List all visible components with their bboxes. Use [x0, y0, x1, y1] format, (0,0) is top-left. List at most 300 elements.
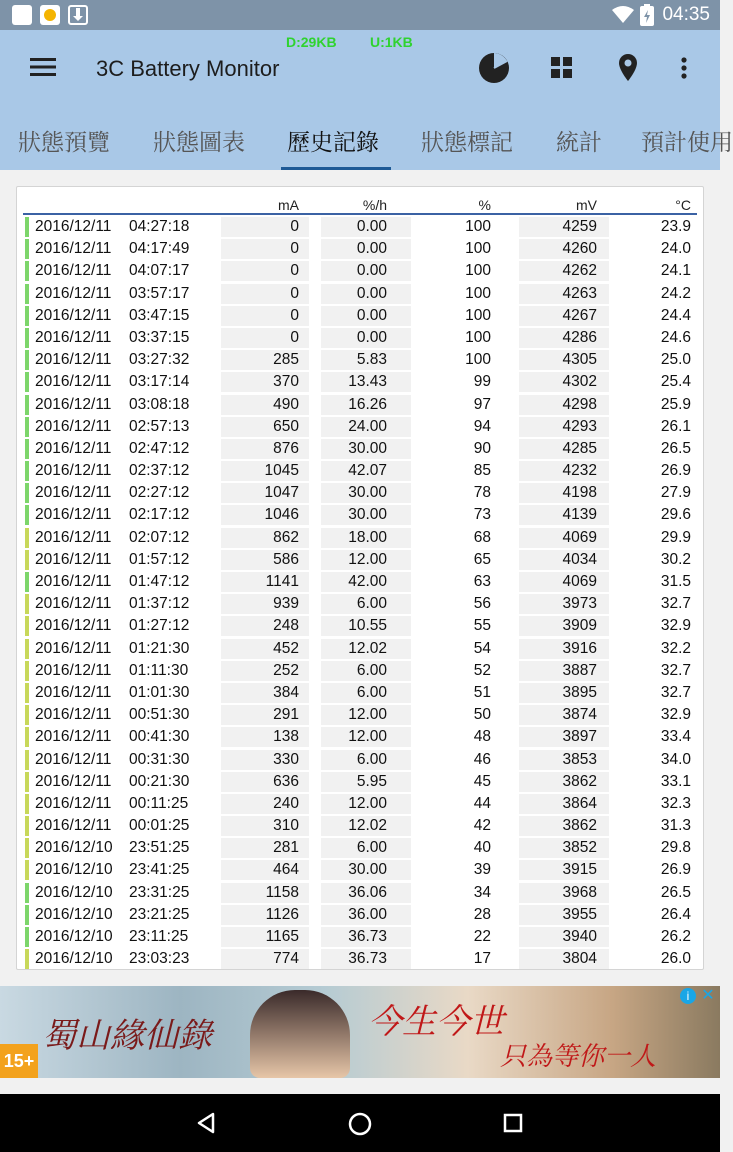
cell-date: 2016/12/11 — [35, 506, 112, 524]
grid-icon — [551, 57, 573, 79]
cell-pct: 17 — [473, 950, 491, 968]
cell-pct: 65 — [473, 550, 491, 568]
row-status-bar — [25, 328, 29, 348]
row-status-bar — [25, 239, 29, 259]
cell-mv: 4262 — [562, 262, 597, 280]
cell-pct-h: 0.00 — [356, 284, 387, 302]
cell-pct-h: 30.00 — [348, 506, 387, 524]
cell-mv: 3897 — [562, 728, 597, 746]
cell-pct: 28 — [473, 905, 491, 923]
cell-temp: 26.9 — [660, 861, 691, 879]
cell-date: 2016/12/11 — [35, 218, 112, 235]
chart-button[interactable] — [474, 50, 514, 86]
hamburger-icon — [30, 57, 56, 77]
cell-temp: 24.0 — [660, 240, 691, 258]
row-status-bar — [25, 306, 29, 326]
cell-temp: 26.9 — [660, 462, 691, 480]
cell-temp: 24.1 — [660, 262, 691, 280]
cell-mv: 3862 — [562, 772, 597, 790]
cell-ma: 1047 — [264, 484, 299, 502]
cell-ma: 1165 — [265, 928, 299, 945]
upload-rate: U:1KB — [370, 34, 413, 50]
cell-temp: 32.7 — [660, 595, 691, 613]
cell-mv: 3968 — [562, 883, 597, 901]
cell-date: 2016/12/11 — [35, 373, 112, 391]
status-bar — [0, 0, 720, 30]
table-row — [23, 660, 697, 682]
cell-temp: 26.4 — [660, 905, 691, 923]
cell-pct: 68 — [473, 528, 491, 546]
ad-banner[interactable] — [0, 986, 720, 1078]
cell-ma: 876 — [273, 439, 299, 457]
cell-mv: 4298 — [562, 395, 597, 413]
row-status-bar — [25, 661, 29, 681]
wifi-icon — [612, 6, 634, 24]
table-row — [23, 771, 697, 793]
cell-pct: 63 — [473, 573, 491, 590]
cell-time: 02:07:12 — [129, 528, 190, 546]
cell-pct-h: 13.43 — [348, 373, 387, 391]
cell-mv: 3804 — [562, 950, 597, 968]
row-status-bar — [25, 949, 29, 969]
row-status-bar — [25, 461, 29, 481]
cell-date: 2016/12/11 — [35, 639, 112, 657]
table-row — [23, 882, 697, 904]
cell-mv: 4139 — [562, 506, 597, 524]
cell-mv: 4285 — [562, 439, 597, 457]
cell-pct-h: 24.00 — [348, 417, 387, 435]
cell-date: 2016/12/11 — [35, 417, 112, 435]
cell-temp: 34.0 — [660, 750, 691, 768]
app-bar — [0, 30, 733, 170]
cell-time: 01:47:12 — [129, 573, 190, 590]
table-row — [23, 793, 697, 815]
cell-pct-h: 36.00 — [348, 905, 387, 923]
cell-date: 2016/12/11 — [35, 484, 112, 502]
cell-ma: 586 — [273, 550, 299, 568]
cell-time: 01:27:12 — [129, 617, 190, 635]
cell-time: 03:37:15 — [129, 328, 190, 346]
row-status-bar — [25, 883, 29, 903]
cell-time: 01:01:30 — [129, 683, 190, 701]
cell-pct-h: 5.95 — [356, 772, 387, 790]
cell-temp: 29.9 — [660, 528, 691, 546]
app-title: 3C Battery Monitor — [96, 56, 280, 81]
cell-mv: 4293 — [562, 417, 597, 435]
cell-pct: 100 — [465, 306, 491, 324]
cell-date: 2016/12/10 — [35, 950, 113, 968]
cell-pct-h: 10.55 — [348, 617, 387, 635]
header-pct: % — [478, 197, 491, 213]
cell-pct-h: 36.73 — [348, 950, 387, 968]
cell-ma: 490 — [273, 395, 299, 413]
cell-temp: 26.5 — [660, 439, 691, 457]
cell-pct: 40 — [473, 839, 491, 857]
table-row — [23, 859, 697, 881]
table-row — [23, 549, 697, 571]
row-status-bar — [25, 284, 29, 304]
cell-date: 2016/12/11 — [35, 728, 112, 746]
cell-pct-h: 12.00 — [348, 550, 387, 568]
row-status-bar — [25, 727, 29, 747]
cell-time: 01:37:12 — [129, 595, 190, 613]
cell-pct: 100 — [465, 262, 491, 280]
cell-date: 2016/12/11 — [35, 817, 112, 835]
cell-time: 02:47:12 — [129, 439, 190, 457]
cell-time: 23:21:25 — [129, 905, 190, 923]
battery-icon — [640, 4, 654, 26]
cell-pct-h: 12.00 — [348, 794, 387, 812]
cell-pct: 39 — [473, 861, 491, 879]
cell-time: 04:17:49 — [129, 240, 190, 258]
cell-date: 2016/12/10 — [35, 905, 113, 923]
cell-mv: 4267 — [562, 306, 597, 324]
cell-pct: 55 — [473, 617, 491, 635]
cell-date: 2016/12/11 — [35, 595, 112, 613]
row-status-bar — [25, 905, 29, 925]
cell-date: 2016/12/11 — [35, 351, 112, 369]
table-row — [23, 726, 697, 748]
cell-date: 2016/12/11 — [35, 617, 112, 635]
table-row — [23, 593, 697, 615]
download-rate: D:29KB — [286, 34, 337, 50]
cell-time: 02:27:12 — [129, 484, 190, 502]
cell-date: 2016/12/11 — [35, 439, 112, 457]
table-row — [23, 904, 697, 926]
tab-bar — [0, 120, 733, 170]
cell-pct-h: 0.00 — [356, 218, 387, 235]
cell-ma: 636 — [273, 772, 299, 790]
cell-time: 23:03:23 — [129, 950, 190, 968]
cell-mv: 4263 — [562, 284, 597, 302]
cell-mv: 3909 — [562, 617, 597, 635]
cell-ma: 240 — [273, 794, 299, 812]
table-row — [23, 527, 697, 549]
cell-pct-h: 12.00 — [348, 728, 387, 746]
cell-temp: 31.5 — [660, 573, 691, 590]
cell-time: 00:01:25 — [129, 817, 190, 835]
row-status-bar — [25, 550, 29, 570]
cell-pct: 48 — [473, 728, 491, 746]
location-button[interactable] — [608, 48, 648, 88]
cell-ma: 862 — [273, 528, 299, 546]
cell-time: 03:47:15 — [129, 306, 190, 324]
cell-pct: 44 — [473, 794, 491, 812]
cell-pct-h: 16.26 — [348, 395, 387, 413]
cell-date: 2016/12/11 — [35, 306, 112, 324]
cell-pct-h: 30.00 — [348, 439, 387, 457]
tab-estimated-usage[interactable]: 預計使用 — [641, 130, 733, 156]
history-content — [0, 170, 720, 986]
cell-time: 00:21:30 — [129, 772, 190, 790]
recents-icon[interactable] — [503, 1113, 523, 1133]
cell-ma: 774 — [273, 950, 299, 968]
table-row — [23, 749, 697, 771]
cell-temp: 32.7 — [660, 661, 691, 679]
cell-mv: 4198 — [562, 484, 597, 502]
cell-pct-h: 6.00 — [356, 683, 387, 701]
tab-history[interactable]: 歷史記錄 — [287, 130, 379, 156]
row-status-bar — [25, 838, 29, 858]
table-row — [23, 571, 697, 593]
table-row — [23, 305, 697, 327]
more-options-button[interactable] — [668, 50, 700, 86]
cell-ma: 0 — [290, 284, 299, 302]
cell-pct: 50 — [473, 706, 491, 724]
cell-mv: 3874 — [562, 706, 597, 724]
cell-temp: 26.5 — [660, 883, 691, 901]
row-status-bar — [25, 772, 29, 792]
cell-pct: 34 — [473, 883, 491, 901]
cell-time: 00:41:30 — [129, 728, 190, 746]
cell-pct: 97 — [473, 395, 491, 413]
cell-date: 2016/12/11 — [35, 683, 112, 701]
home-icon[interactable] — [348, 1112, 372, 1136]
table-row — [23, 638, 697, 660]
cell-ma: 0 — [290, 328, 299, 346]
table-row — [23, 682, 697, 704]
table-row — [23, 394, 697, 416]
row-status-bar — [25, 350, 29, 370]
cell-date: 2016/12/11 — [35, 573, 112, 590]
row-status-bar — [25, 372, 29, 392]
cell-date: 2016/12/11 — [35, 550, 112, 568]
cell-temp: 27.9 — [660, 484, 691, 502]
download-notification-icon — [68, 5, 88, 25]
cell-temp: 30.2 — [660, 550, 691, 568]
cell-pct-h: 42.00 — [348, 573, 387, 590]
row-status-bar — [25, 927, 29, 947]
row-status-bar — [25, 261, 29, 281]
cell-ma: 1158 — [265, 883, 299, 901]
cell-pct-h: 12.00 — [348, 706, 387, 724]
cell-mv: 4259 — [562, 218, 597, 235]
table-row — [23, 416, 697, 438]
grid-button[interactable] — [542, 50, 582, 86]
cell-mv: 3973 — [562, 595, 597, 613]
cell-ma: 1126 — [265, 905, 299, 923]
cell-ma: 939 — [273, 595, 299, 613]
cell-time: 01:11:30 — [129, 661, 189, 679]
cell-date: 2016/12/10 — [35, 839, 113, 857]
cell-temp: 25.0 — [660, 351, 691, 369]
cell-mv: 3895 — [562, 683, 597, 701]
cell-ma: 650 — [273, 417, 299, 435]
header-pct-per-hour: %/h — [362, 197, 387, 213]
row-status-bar — [25, 528, 29, 548]
cell-time: 02:57:13 — [129, 417, 190, 435]
cell-mv: 4069 — [562, 528, 597, 546]
history-rows[interactable] — [23, 216, 697, 976]
cell-pct: 90 — [473, 439, 491, 457]
clock: 04:35 — [662, 4, 710, 25]
cell-temp: 33.4 — [660, 728, 691, 746]
tab-status-chart[interactable]: 狀態圖表 — [153, 130, 245, 156]
cell-date: 2016/12/10 — [35, 883, 113, 901]
cell-pct: 42 — [473, 817, 491, 835]
cell-mv: 3864 — [562, 794, 597, 812]
cell-date: 2016/12/11 — [35, 528, 112, 546]
table-row — [23, 837, 697, 859]
cell-temp: 25.9 — [660, 395, 691, 413]
row-status-bar — [25, 572, 29, 592]
cell-date: 2016/12/11 — [35, 750, 112, 768]
ad-slogan-line1: 今生今世 — [368, 1002, 504, 1042]
cell-mv: 4286 — [562, 328, 597, 346]
cell-temp: 31.3 — [660, 817, 691, 835]
table-row — [23, 371, 697, 393]
cell-pct: 73 — [473, 506, 491, 524]
cell-pct-h: 6.00 — [356, 750, 387, 768]
cell-pct-h: 0.00 — [356, 306, 387, 324]
cell-mv: 4302 — [562, 373, 597, 391]
table-row — [23, 948, 697, 970]
row-status-bar — [25, 705, 29, 725]
history-table-card — [16, 186, 704, 970]
cell-pct: 46 — [473, 750, 491, 768]
cell-pct-h: 18.00 — [348, 528, 387, 546]
cell-pct: 78 — [473, 484, 491, 502]
cell-time: 01:21:30 — [129, 639, 190, 657]
cell-pct-h: 12.02 — [348, 817, 387, 835]
age-rating-badge: 15+ — [0, 1044, 38, 1078]
tab-status-markers[interactable]: 狀態標記 — [421, 130, 513, 156]
cell-pct: 22 — [473, 928, 491, 945]
cell-date: 2016/12/11 — [35, 706, 112, 724]
cell-pct: 99 — [473, 373, 491, 391]
cell-mv: 3916 — [562, 639, 597, 657]
cell-temp: 24.4 — [660, 306, 691, 324]
table-row — [23, 438, 697, 460]
app-notification-icon — [40, 5, 60, 25]
cell-ma: 0 — [290, 262, 299, 280]
cell-pct-h: 5.83 — [356, 351, 387, 369]
cell-mv: 3852 — [562, 839, 597, 857]
table-row — [23, 283, 697, 305]
cell-pct: 100 — [465, 218, 491, 235]
row-status-bar — [25, 639, 29, 659]
back-icon[interactable] — [196, 1112, 216, 1134]
cell-date: 2016/12/11 — [35, 328, 112, 346]
cell-time: 23:11:25 — [129, 928, 189, 945]
cell-ma: 452 — [273, 639, 299, 657]
cell-pct-h: 6.00 — [356, 839, 387, 857]
cell-date: 2016/12/11 — [35, 794, 112, 812]
cell-time: 01:57:12 — [129, 550, 190, 568]
cell-date: 2016/12/11 — [35, 284, 112, 302]
cell-pct: 52 — [473, 661, 491, 679]
table-row — [23, 504, 697, 526]
tab-statistics[interactable]: 統計 — [556, 130, 602, 156]
row-status-bar — [25, 417, 29, 437]
cell-mv: 3915 — [562, 861, 597, 879]
cell-ma: 0 — [290, 218, 299, 235]
cell-date: 2016/12/10 — [35, 861, 113, 879]
row-status-bar — [25, 505, 29, 525]
cell-pct: 100 — [465, 284, 491, 302]
cell-ma: 281 — [273, 839, 299, 857]
table-row — [23, 460, 697, 482]
cell-time: 02:37:12 — [129, 462, 190, 480]
cell-pct-h: 6.00 — [356, 595, 387, 613]
table-row — [23, 260, 697, 282]
table-row — [23, 615, 697, 637]
cell-time: 03:57:17 — [129, 284, 190, 302]
cell-pct-h: 42.07 — [348, 462, 387, 480]
cell-temp: 32.9 — [660, 706, 691, 724]
cell-date: 2016/12/11 — [35, 240, 112, 258]
cell-time: 23:41:25 — [129, 861, 190, 879]
cell-mv: 3862 — [562, 817, 597, 835]
cell-mv: 3853 — [562, 750, 597, 768]
row-status-bar — [25, 439, 29, 459]
cell-date: 2016/12/11 — [35, 395, 112, 413]
cell-pct: 100 — [465, 240, 491, 258]
cell-pct-h: 36.06 — [348, 883, 387, 901]
cell-temp: 32.2 — [660, 639, 691, 657]
cell-date: 2016/12/11 — [35, 262, 112, 280]
row-status-bar — [25, 395, 29, 415]
header-ma: mA — [278, 197, 299, 213]
more-vert-icon — [681, 57, 687, 79]
cell-mv: 3940 — [562, 928, 597, 945]
cell-ma: 285 — [273, 351, 299, 369]
cell-pct-h: 12.02 — [348, 639, 387, 657]
ad-close-icon[interactable]: ✕ — [701, 987, 715, 1004]
cell-ma: 1141 — [265, 573, 299, 590]
row-status-bar — [25, 794, 29, 814]
row-status-bar — [25, 483, 29, 503]
ad-info-icon[interactable]: i — [680, 988, 696, 1004]
ad-game-title: 蜀山緣仙錄 — [42, 1016, 212, 1056]
cell-pct: 54 — [473, 639, 491, 657]
ad-character-image — [250, 990, 350, 1078]
menu-button[interactable] — [26, 50, 60, 84]
cell-date: 2016/12/10 — [35, 928, 113, 945]
table-header — [23, 193, 697, 215]
row-status-bar — [25, 750, 29, 770]
row-status-bar — [25, 594, 29, 614]
cell-ma: 138 — [273, 728, 299, 746]
cell-pct-h: 6.00 — [356, 661, 387, 679]
cell-temp: 26.1 — [660, 417, 691, 435]
header-mv: mV — [576, 197, 597, 213]
row-status-bar — [25, 860, 29, 880]
header-temp: °C — [675, 197, 691, 213]
tab-status-overview[interactable]: 狀態預覽 — [18, 130, 110, 156]
cell-date: 2016/12/11 — [35, 462, 112, 480]
cell-mv: 4305 — [562, 351, 597, 369]
table-row — [23, 216, 697, 238]
cell-temp: 26.2 — [660, 928, 691, 945]
cell-ma: 310 — [273, 817, 299, 835]
cell-mv: 4232 — [562, 462, 597, 480]
cell-mv: 3887 — [562, 661, 597, 679]
cell-temp: 29.8 — [660, 839, 691, 857]
cell-temp: 32.9 — [660, 617, 691, 635]
cell-time: 04:27:18 — [129, 218, 190, 235]
cell-time: 00:11:25 — [129, 794, 189, 812]
cell-pct: 51 — [473, 683, 491, 701]
system-nav-bar — [0, 1094, 720, 1152]
cell-ma: 252 — [273, 661, 299, 679]
cell-mv: 4069 — [562, 573, 597, 590]
cell-time: 03:17:14 — [129, 373, 190, 391]
cell-pct: 100 — [465, 351, 491, 369]
cell-time: 23:31:25 — [129, 883, 190, 901]
ad-slogan-line2: 只為等你一人 — [500, 1042, 657, 1072]
cell-time: 00:51:30 — [129, 706, 190, 724]
